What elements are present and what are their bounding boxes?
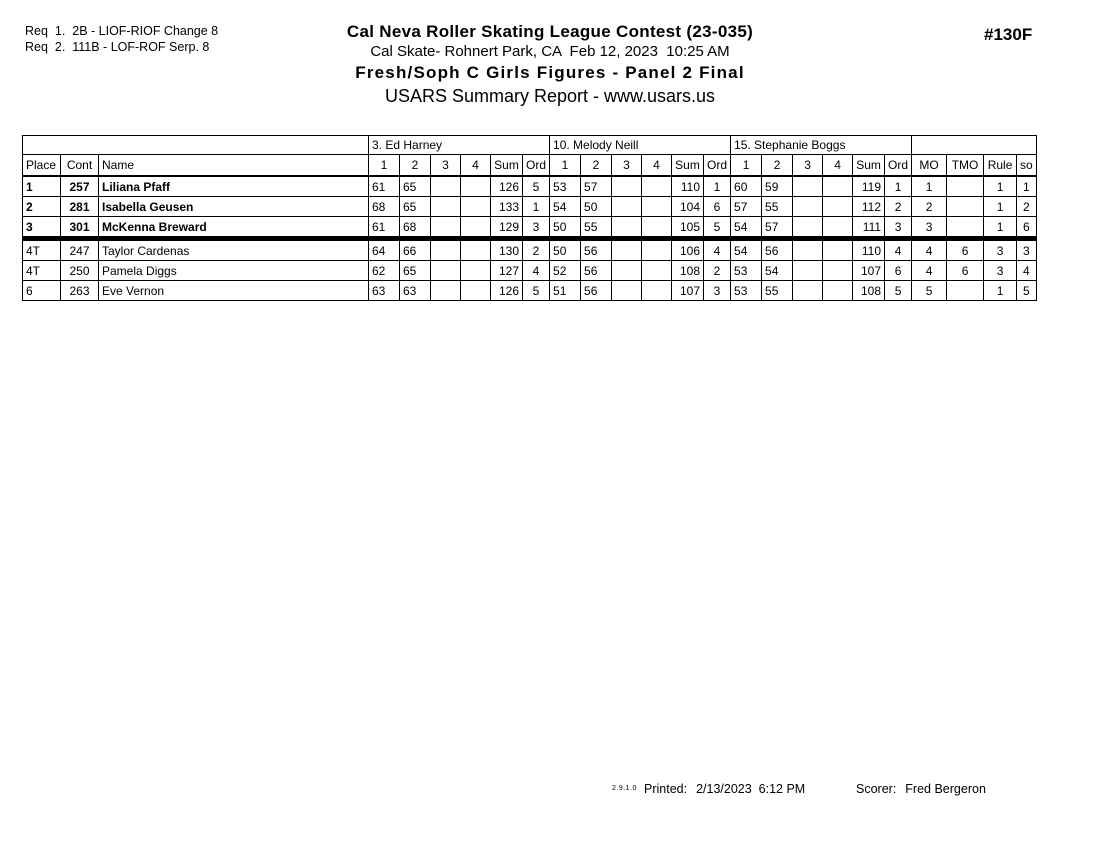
judge2-score-cell <box>642 197 672 217</box>
judge1-score-cell <box>431 197 461 217</box>
column-header-judge3-2: 2 <box>762 155 793 177</box>
column-header-tmo: TMO <box>947 155 984 177</box>
column-header-judge1-ord: Ord <box>523 155 550 177</box>
column-header-judge1-1: 1 <box>369 155 400 177</box>
judge3-score-cell <box>823 261 853 281</box>
column-header-judge1-4: 4 <box>461 155 491 177</box>
column-header-name: Name <box>99 155 369 177</box>
contestant-number-cell: 247 <box>61 239 99 261</box>
judge1-score-cell: 63 <box>369 281 400 301</box>
tmo-cell <box>947 281 984 301</box>
judge1-score-cell <box>461 197 491 217</box>
contestant-number-cell: 263 <box>61 281 99 301</box>
judge3-score-cell <box>793 281 823 301</box>
judge1-score-cell <box>431 176 461 197</box>
column-header-place: Place <box>23 155 61 177</box>
judge1-score-cell: 61 <box>369 176 400 197</box>
judge3-score-cell: 55 <box>762 197 793 217</box>
judge1-score-cell: 61 <box>369 217 400 239</box>
judge3-score-cell <box>793 197 823 217</box>
column-header-judge1-sum: Sum <box>491 155 523 177</box>
judge1-sum-cell: 126 <box>491 176 523 197</box>
corner-spacer-right <box>912 136 1037 155</box>
column-header-judge3-1: 1 <box>731 155 762 177</box>
mo-cell: 2 <box>912 197 947 217</box>
printed-line <box>644 782 805 796</box>
judge3-score-cell: 53 <box>731 261 762 281</box>
judge3-score-cell <box>793 217 823 239</box>
requirement-line-1: Req 1. 2B - LIOF-RIOF Change 8 <box>25 24 219 38</box>
results-table-body <box>23 176 1037 301</box>
judge2-score-cell <box>612 261 642 281</box>
judge1-score-cell: 68 <box>400 217 431 239</box>
tmo-cell <box>947 176 984 197</box>
so-cell: 6 <box>1017 217 1037 239</box>
result-row <box>23 217 1037 239</box>
judge2-score-cell <box>612 176 642 197</box>
judge2-score-cell: 57 <box>581 176 612 197</box>
place-cell: 4T <box>23 261 61 281</box>
contestant-number-cell: 257 <box>61 176 99 197</box>
scorer-value: Fred Bergeron <box>905 782 986 796</box>
judge2-sum-cell: 110 <box>672 176 704 197</box>
judge2-ordinal-cell: 2 <box>704 261 731 281</box>
tmo-cell <box>947 197 984 217</box>
scorer-line <box>856 782 986 796</box>
judge2-ordinal-cell: 5 <box>704 217 731 239</box>
judge1-ordinal-cell: 5 <box>523 176 550 197</box>
judge3-sum-cell: 119 <box>853 176 885 197</box>
judge1-score-cell <box>431 239 461 261</box>
contestant-number-cell: 301 <box>61 217 99 239</box>
judge3-score-cell: 53 <box>731 281 762 301</box>
software-version: 2.9.1.0 <box>612 785 637 792</box>
requirement-line-2: Req 2. 111B - LOF-ROF Serp. 8 <box>25 40 210 54</box>
judge2-score-cell <box>612 197 642 217</box>
place-cell: 3 <box>23 217 61 239</box>
event-number: #130F <box>984 25 1033 44</box>
judge3-score-cell <box>823 197 853 217</box>
judge3-sum-cell: 107 <box>853 261 885 281</box>
judge3-ordinal-cell: 2 <box>885 197 912 217</box>
judges-header-row <box>23 136 1037 155</box>
printed-label: Printed: <box>644 782 688 796</box>
place-cell: 2 <box>23 197 61 217</box>
judge3-sum-cell: 108 <box>853 281 885 301</box>
rule-cell: 3 <box>984 239 1017 261</box>
judge3-ordinal-cell: 4 <box>885 239 912 261</box>
rule-cell: 1 <box>984 217 1017 239</box>
judge3-score-cell: 57 <box>762 217 793 239</box>
judge2-score-cell: 50 <box>550 217 581 239</box>
judge2-score-cell: 55 <box>581 217 612 239</box>
column-header-rule: Rule <box>984 155 1017 177</box>
corner-spacer <box>23 136 369 155</box>
skater-name-cell: Liliana Pfaff <box>99 176 369 197</box>
judge3-score-cell: 54 <box>731 217 762 239</box>
column-header-mo: MO <box>912 155 947 177</box>
judge2-score-cell: 52 <box>550 261 581 281</box>
judge3-score-cell: 56 <box>762 239 793 261</box>
column-header-judge2-ord: Ord <box>704 155 731 177</box>
event-title: Fresh/Soph C Girls Figures - Panel 2 Final <box>355 63 745 82</box>
so-cell: 4 <box>1017 261 1037 281</box>
judge3-ordinal-cell: 1 <box>885 176 912 197</box>
rule-cell: 1 <box>984 197 1017 217</box>
judge1-sum-cell: 126 <box>491 281 523 301</box>
judge1-score-cell: 65 <box>400 261 431 281</box>
judge1-ordinal-cell: 2 <box>523 239 550 261</box>
rule-cell: 3 <box>984 261 1017 281</box>
judge2-sum-cell: 104 <box>672 197 704 217</box>
judge3-score-cell: 55 <box>762 281 793 301</box>
judge1-ordinal-cell: 4 <box>523 261 550 281</box>
judge3-score-cell: 54 <box>731 239 762 261</box>
so-cell: 5 <box>1017 281 1037 301</box>
rule-cell: 1 <box>984 176 1017 197</box>
place-cell: 1 <box>23 176 61 197</box>
judge1-score-cell: 64 <box>369 239 400 261</box>
result-row <box>23 239 1037 261</box>
judge1-score-cell <box>431 281 461 301</box>
mo-cell: 3 <box>912 217 947 239</box>
judge3-score-cell <box>823 239 853 261</box>
judge3-score-cell: 60 <box>731 176 762 197</box>
judge3-score-cell: 57 <box>731 197 762 217</box>
judge3-score-cell <box>793 261 823 281</box>
judge2-score-cell <box>642 281 672 301</box>
so-cell: 1 <box>1017 176 1037 197</box>
judge3-sum-cell: 112 <box>853 197 885 217</box>
judge2-score-cell <box>642 239 672 261</box>
judge1-score-cell: 62 <box>369 261 400 281</box>
judge2-sum-cell: 105 <box>672 217 704 239</box>
judge2-score-cell <box>612 217 642 239</box>
judge1-score-cell <box>461 217 491 239</box>
judge2-ordinal-cell: 3 <box>704 281 731 301</box>
judge1-score-cell <box>461 239 491 261</box>
judge1-ordinal-cell: 5 <box>523 281 550 301</box>
skater-name-cell: Taylor Cardenas <box>99 239 369 261</box>
mo-cell: 4 <box>912 239 947 261</box>
scorer-label: Scorer: <box>856 782 897 796</box>
so-cell: 3 <box>1017 239 1037 261</box>
judge2-ordinal-cell: 1 <box>704 176 731 197</box>
mo-cell: 4 <box>912 261 947 281</box>
mo-cell: 1 <box>912 176 947 197</box>
judge2-sum-cell: 108 <box>672 261 704 281</box>
column-header-judge2-4: 4 <box>642 155 672 177</box>
judge-header-3: 15. Stephanie Boggs <box>731 136 912 155</box>
judge3-sum-cell: 111 <box>853 217 885 239</box>
judge2-score-cell: 56 <box>581 261 612 281</box>
column-header-judge3-3: 3 <box>793 155 823 177</box>
report-header <box>0 22 1100 107</box>
result-row <box>23 176 1037 197</box>
judge1-score-cell: 65 <box>400 197 431 217</box>
report-type-line: USARS Summary Report - www.usars.us <box>384 86 716 106</box>
judge3-ordinal-cell: 5 <box>885 281 912 301</box>
column-header-judge1-3: 3 <box>431 155 461 177</box>
judge2-ordinal-cell: 4 <box>704 239 731 261</box>
judge1-score-cell: 63 <box>400 281 431 301</box>
judge-header-1: 3. Ed Harney <box>369 136 550 155</box>
column-header-judge2-1: 1 <box>550 155 581 177</box>
judge3-score-cell <box>793 176 823 197</box>
result-row <box>23 261 1037 281</box>
judge2-score-cell: 50 <box>550 239 581 261</box>
judge2-score-cell: 53 <box>550 176 581 197</box>
judge1-sum-cell: 133 <box>491 197 523 217</box>
judge1-sum-cell: 129 <box>491 217 523 239</box>
contestant-number-cell: 250 <box>61 261 99 281</box>
so-cell: 2 <box>1017 197 1037 217</box>
judge1-score-cell: 66 <box>400 239 431 261</box>
columns-header-row <box>23 155 1037 177</box>
column-header-judge1-2: 2 <box>400 155 431 177</box>
printed-value: 2/13/2023 6:12 PM <box>696 782 806 796</box>
judge2-sum-cell: 106 <box>672 239 704 261</box>
results-table <box>22 135 1037 301</box>
judge2-score-cell <box>642 261 672 281</box>
judge3-ordinal-cell: 6 <box>885 261 912 281</box>
column-header-judge2-sum: Sum <box>672 155 704 177</box>
place-cell: 4T <box>23 239 61 261</box>
judge1-score-cell <box>461 281 491 301</box>
judge3-score-cell: 59 <box>762 176 793 197</box>
judge1-score-cell <box>461 261 491 281</box>
tmo-cell: 6 <box>947 261 984 281</box>
venue-date-line: Cal Skate- Rohnert Park, CA Feb 12, 2023 10:25 AM <box>370 43 730 60</box>
contest-title: Cal Neva Roller Skating League Contest (23-035) <box>346 22 754 41</box>
tmo-cell <box>947 217 984 239</box>
judge1-sum-cell: 130 <box>491 239 523 261</box>
judge2-score-cell <box>642 176 672 197</box>
skater-name-cell: Eve Vernon <box>99 281 369 301</box>
judge1-sum-cell: 127 <box>491 261 523 281</box>
results-table-head <box>23 136 1037 177</box>
contestant-number-cell: 281 <box>61 197 99 217</box>
result-row <box>23 197 1037 217</box>
judge1-ordinal-cell: 1 <box>523 197 550 217</box>
mo-cell: 5 <box>912 281 947 301</box>
judge3-score-cell <box>823 281 853 301</box>
judge2-score-cell: 56 <box>581 239 612 261</box>
judge2-score-cell: 50 <box>581 197 612 217</box>
judge1-score-cell: 65 <box>400 176 431 197</box>
judge-header-2: 10. Melody Neill <box>550 136 731 155</box>
judge2-score-cell: 56 <box>581 281 612 301</box>
column-header-judge2-3: 3 <box>612 155 642 177</box>
judge1-score-cell <box>431 261 461 281</box>
column-header-judge3-4: 4 <box>823 155 853 177</box>
result-row <box>23 281 1037 301</box>
column-header-so: so <box>1017 155 1037 177</box>
judge2-score-cell <box>612 281 642 301</box>
judge3-score-cell <box>823 176 853 197</box>
judge2-score-cell: 51 <box>550 281 581 301</box>
judge3-score-cell: 54 <box>762 261 793 281</box>
judge2-score-cell: 54 <box>550 197 581 217</box>
results-table-container <box>22 135 1037 301</box>
judge1-score-cell <box>461 176 491 197</box>
judge2-ordinal-cell: 6 <box>704 197 731 217</box>
column-header-judge2-2: 2 <box>581 155 612 177</box>
judge3-sum-cell: 110 <box>853 239 885 261</box>
judge2-sum-cell: 107 <box>672 281 704 301</box>
skater-name-cell: McKenna Breward <box>99 217 369 239</box>
judge3-score-cell <box>823 217 853 239</box>
rule-cell: 1 <box>984 281 1017 301</box>
judge3-ordinal-cell: 3 <box>885 217 912 239</box>
judge3-score-cell <box>793 239 823 261</box>
judge2-score-cell <box>642 217 672 239</box>
column-header-cont: Cont <box>61 155 99 177</box>
skater-name-cell: Pamela Diggs <box>99 261 369 281</box>
column-header-judge3-ord: Ord <box>885 155 912 177</box>
judge1-score-cell: 68 <box>369 197 400 217</box>
tmo-cell: 6 <box>947 239 984 261</box>
judge1-ordinal-cell: 3 <box>523 217 550 239</box>
judge2-score-cell <box>612 239 642 261</box>
judge1-score-cell <box>431 217 461 239</box>
skater-name-cell: Isabella Geusen <box>99 197 369 217</box>
column-header-judge3-sum: Sum <box>853 155 885 177</box>
place-cell: 6 <box>23 281 61 301</box>
